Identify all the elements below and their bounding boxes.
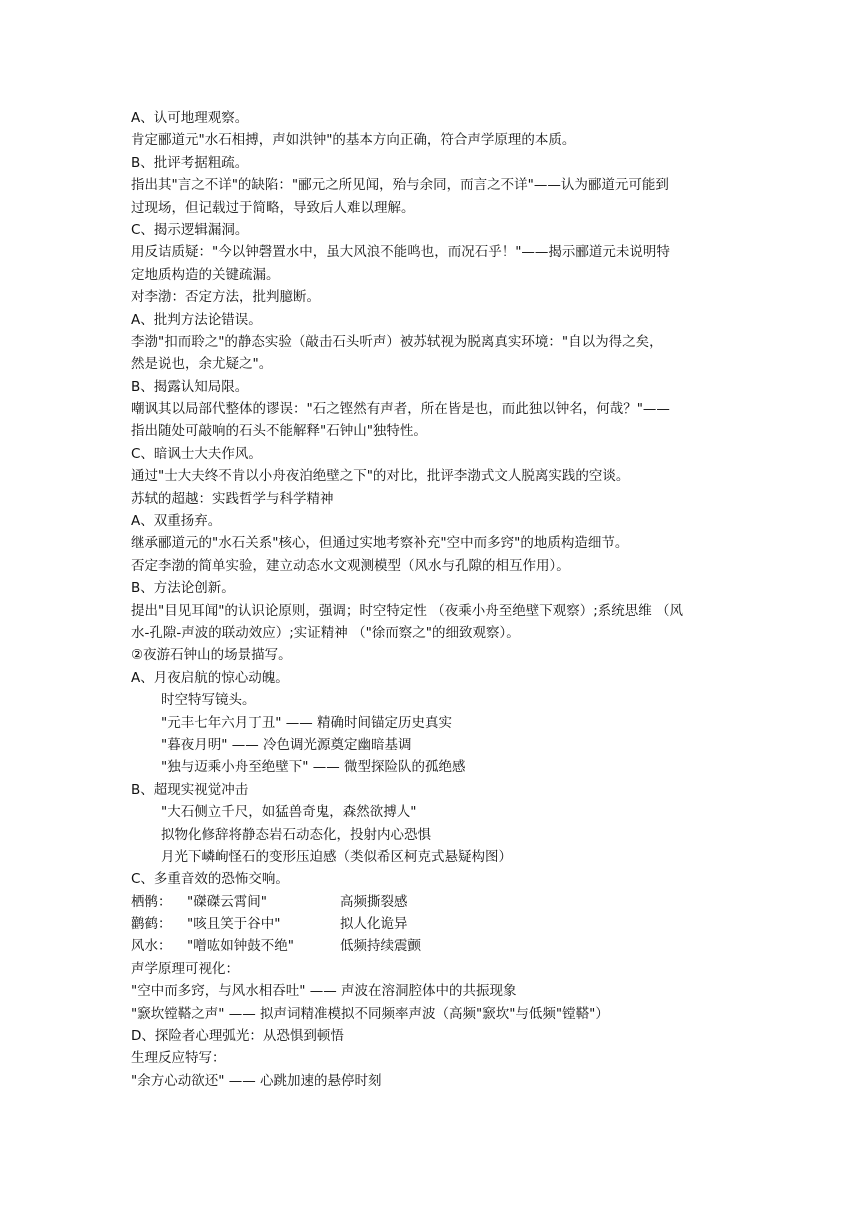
paragraph-line: 李渤"扣而聆之"的静态实验（敲击石头听声）被苏轼视为脱离真实环境："自以为得之矣，: [131, 333, 663, 350]
sound-row: [131, 935, 751, 957]
heading-d-psychology: D、探险者心理弧光：从恐惧到顿悟: [131, 1028, 344, 1045]
paragraph-line: 定地质构造的关键疏漏。: [131, 266, 280, 283]
indented-line: 月光下嶙峋怪石的变形压迫感（类似希区柯克式悬疑构图）: [161, 848, 512, 865]
sound-effect: 低频持续震颤: [340, 938, 421, 955]
section-heading-sushi: 苏轼的超越：实践哲学与科学精神: [131, 490, 334, 507]
heading-c-sound: C、多重音效的恐怖交响。: [131, 871, 289, 888]
sound-quote: "咳且笑于谷中": [187, 916, 281, 933]
heading-c-satire: C、暗讽士大夫作风。: [131, 445, 262, 462]
subheading-acoustics: 声学原理可视化：: [131, 960, 239, 977]
document-body: [131, 107, 751, 1092]
paragraph-line: 指出其"言之不详"的缺陷："郦元之所见闻，殆与余同，而言之不详"——认为郦道元可能到: [131, 177, 669, 194]
paragraph-line: 用反诘质疑："今以钟磬置水中，虽大风浪不能鸣也，而况石乎！"——揭示郦道元未说明特: [131, 244, 670, 261]
sound-row: [131, 913, 751, 935]
paragraph-line: "空中而多窍，与风水相吞吐" —— 声波在溶洞腔体中的共振现象: [131, 983, 517, 1000]
sound-row: [131, 891, 751, 913]
paragraph-line: 过现场，但记载过于简略，导致后人难以理解。: [131, 199, 415, 216]
heading-a-recognize: A、认可地理观察。: [131, 110, 249, 126]
paragraph-line: 肯定郦道元"水石相搏，声如洪钟"的基本方向正确，符合声学原理的本质。: [131, 132, 576, 149]
paragraph-line: 然是说也，余尤疑之"。: [131, 356, 273, 373]
paragraph-line: 否定李渤的简单实验，建立动态水文观测模型（风水与孔隙的相互作用）。: [131, 557, 570, 574]
heading-b-visual: B、超现实视觉冲击: [131, 781, 249, 798]
sound-source: 栖鹘：: [131, 893, 172, 910]
paragraph-line: 嘲讽其以局部代整体的谬误："石之铿然有声者，所在皆是也，而此独以钟名，何哉？"——: [131, 401, 670, 418]
heading-a-moonlit-voyage: A、月夜启航的惊心动魄。: [131, 669, 289, 686]
indented-line: 拟物化修辞将静态岩石动态化，投射内心恐惧: [161, 826, 431, 843]
paragraph-line: 通过"士大夫终不肯以小舟夜泊绝壁之下"的对比，批评李渤式文人脱离实践的空谈。: [131, 468, 630, 485]
indented-line: "暮夜月明" —— 冷色调光源奠定幽暗基调: [161, 736, 412, 753]
section-heading-libo: 对李渤：否定方法，批判臆断。: [131, 289, 320, 306]
paragraph-line: "窾坎镗鞳之声" —— 拟声词精准模拟不同频率声波（高频"窾坎"与低频"镗鞳"）: [131, 1005, 609, 1022]
paragraph-line: 水-孔隙-声波的联动效应）;实证精神 （"徐而察之"的细致观察）。: [131, 624, 520, 641]
sound-source: 风水：: [131, 938, 172, 955]
paragraph-line: 提出"目见耳闻"的认识论原则，强调；时空特定性 （夜乘小舟至绝壁下观察）;系统思维 （风: [131, 602, 684, 619]
indented-line: 时空特写镜头。: [161, 692, 256, 709]
sound-source: 鹳鹤：: [131, 916, 172, 933]
paragraph-line: 继承郦道元的"水石关系"核心，但通过实地考察补充"空中而多窍"的地质构造细节。: [131, 535, 629, 552]
heading-a-double: A、双重扬弃。: [131, 513, 222, 530]
sound-effect: 高频撕裂感: [340, 893, 408, 910]
indented-line: "元丰七年六月丁丑" —— 精确时间锚定历史真实: [161, 714, 453, 731]
heading-b-innovation: B、方法论创新。: [131, 580, 235, 597]
sound-effect: 拟人化诡异: [340, 916, 408, 933]
sound-quote: "磔磔云霄间": [187, 893, 267, 910]
heading-b-criticize: B、批评考据粗疏。: [131, 154, 249, 171]
subheading-physiology: 生理反应特写：: [131, 1050, 226, 1067]
paragraph-line: 指出随处可敲响的石头不能解释"石钟山"独特性。: [131, 423, 427, 440]
paragraph-line: "余方心动欲还" —— 心跳加速的悬停时刻: [131, 1072, 382, 1089]
heading-c-reveal: C、揭示逻辑漏洞。: [131, 221, 249, 238]
section-heading-night-tour: ②夜游石钟山的场景描写。: [131, 647, 292, 664]
indented-line: "独与迈乘小舟至绝壁下" —— 微型探险队的孤绝感: [161, 759, 466, 776]
indented-line: "大石侧立千尺，如猛兽奇鬼，森然欲搏人": [161, 804, 417, 821]
heading-b-limit: B、揭露认知局限。: [131, 378, 249, 395]
sound-quote: "噌吰如钟鼓不绝": [187, 938, 294, 955]
heading-a-method: A、批判方法论错误。: [131, 311, 262, 328]
